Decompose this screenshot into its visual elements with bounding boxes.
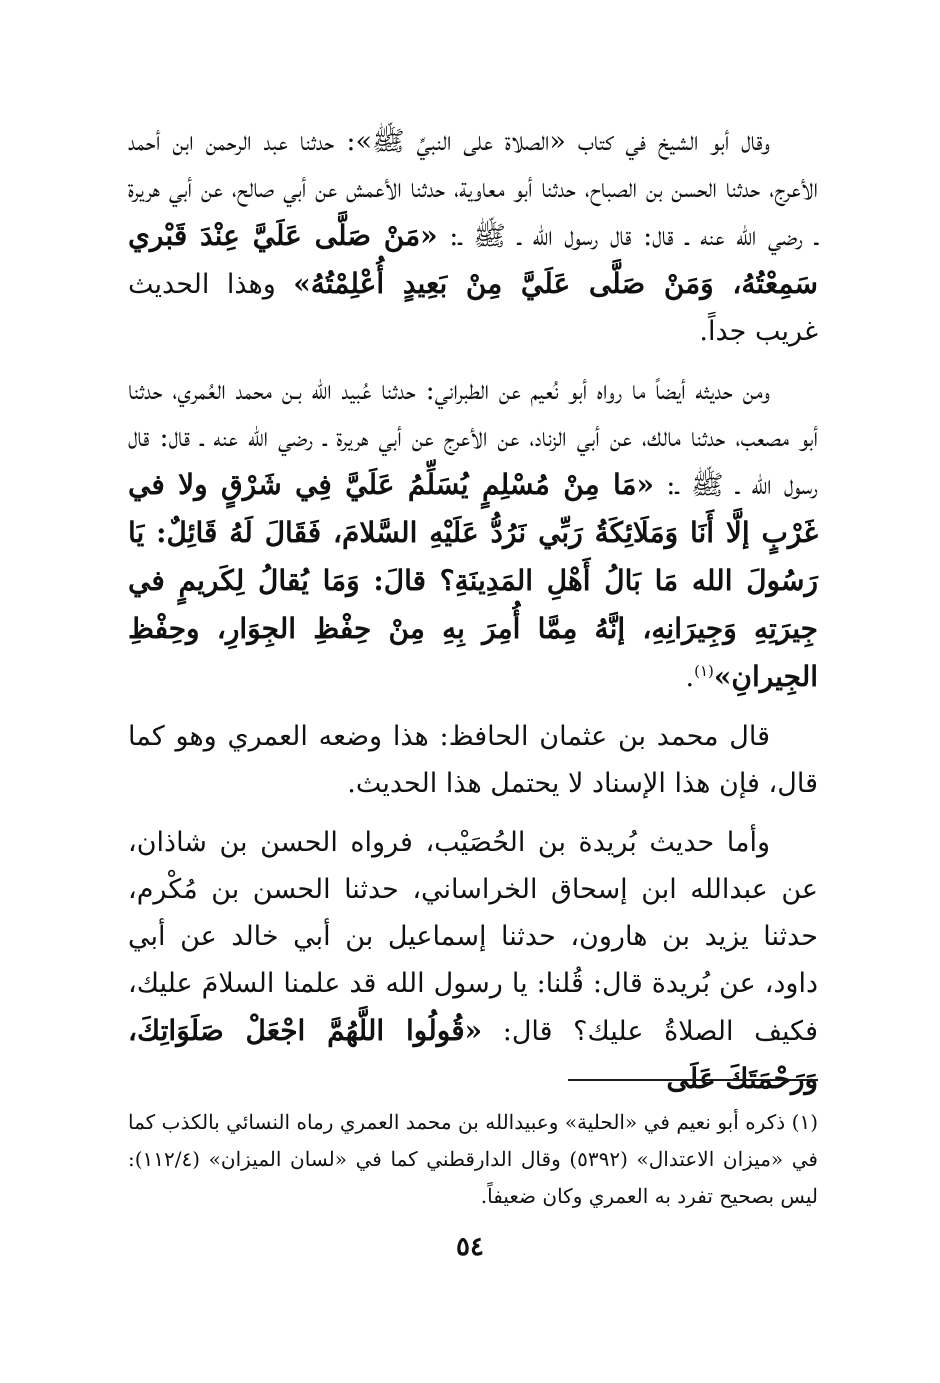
paragraph-2-hadith: «مَا مِنْ مُسْلِمٍ يُسَلِّمُ عَلَيَّ فِي شَرْقٍ ولا في غَرْبٍ إلَّا أَنَا وَمَلَائِكَةُ رَبِّي نَرُدُّ عَلَيْهِ السَّلامَ، فَقَالَ لَهُ قَائِلٌ: يَا رَسُولَ الله مَا بَالُ أَهْلِ المَدِينَةِ؟ قالَ: وَمَا يُقالُ لِكَريمٍ في جِيرَتِهِ وَجِيرَانِهِ، إنَّهُ مِمَّا أُمِرَ بِهِ مِنْ حِفْظِ الجِوَارِ، وحِفْظِ الجِيرانِ» [128,468,818,693]
paragraph-4-text: وأما حديث بُريدة بن الحُصَيْب، فرواه الحسن بن شاذان، عن عبدالله ابن إسحاق الخراساني، حدثنا الحسن بن مُكْرم، حدثنا يزيد بن هارون، حدثنا إسماعيل بن أبي خالد عن أبي داود، عن بُريدة قال: قُلنا: يا رسول الله قد علمنا السلامَ عليك، فكيف الصلاةُ عليك؟ قال: [128,827,818,1047]
paragraph-1-hadith: «مَنْ صَلَّى عَلَيَّ عِنْدَ قَبْري سَمِعْتُهُ، وَمَنْ صَلَّى عَلَيَّ مِنْ بَعِيدٍ أُعْلِمْتُهُ» [128,219,818,300]
paragraph-1-tail: وهذا الحديث غريب جداً. [128,269,818,347]
paragraph-1 [128,118,818,355]
footnote-reference[interactable]: (١) [694,662,714,680]
paragraph-3 [128,713,818,807]
paragraph-4-hadith: «قُولُوا اللَّهُمَّ اجْعَلْ صَلَوَاتِكَ، وَرَحْمَتَكَ عَلَى [128,1014,818,1095]
paragraph-2-tail: . [685,662,695,693]
main-text [128,118,818,1115]
paragraph-3-text: قال محمد بن عثمان الحافظ: هذا وضعه العمري وهو كما قال، فإن هذا الإسناد لا يحتمل هذا الحديث. [128,721,818,799]
paragraph-4 [128,819,818,1103]
page-number: ٥٤ [456,1232,484,1262]
paragraph-2-text: ومن حديثه أيضاً ما رواه أبو نُعيم عن الطبراني: حدثنا عُبيد الله بـن محمد العُمري، حدثنا أبو مصعب، حدثنا مالك، عن أبي الزناد، عن الأعرج عن أبي هريرة ـ رضي الله عنه ـ قال: قال رسول الله ـ ﷺ ـ: [128,375,818,501]
paragraph-1-text: وقال أبو الشيخ في كتاب «الصلاة على النبيِّ ﷺ»: حدثنا عبد الرحمن ابن أحمد الأعرج، حدثنا الحسن بن الصباح، حدثنا أبو معاوية، حدثنا الأعمش عن أبي صالح، عن أبي هريرة ـ رضي الله عنه ـ قال: قال رسول الله ـ ﷺ ـ: [128,126,818,252]
footnotes [128,1104,818,1215]
paragraph-2 [128,367,818,701]
footnote-1: (١) ذكره أبو نعيم في «الحلية» وعبيدالله بن محمد العمري رماه النسائي بالكذب كما في «ميزان الاعتدال» (٥٣٩٢) وقال الدارقطني كما في «لسان الميزان» (١١٢/٤): ليس بصحيح تفرد به العمري وكان ضعيفاً. [128,1110,818,1208]
footnote-divider [568,1079,818,1081]
